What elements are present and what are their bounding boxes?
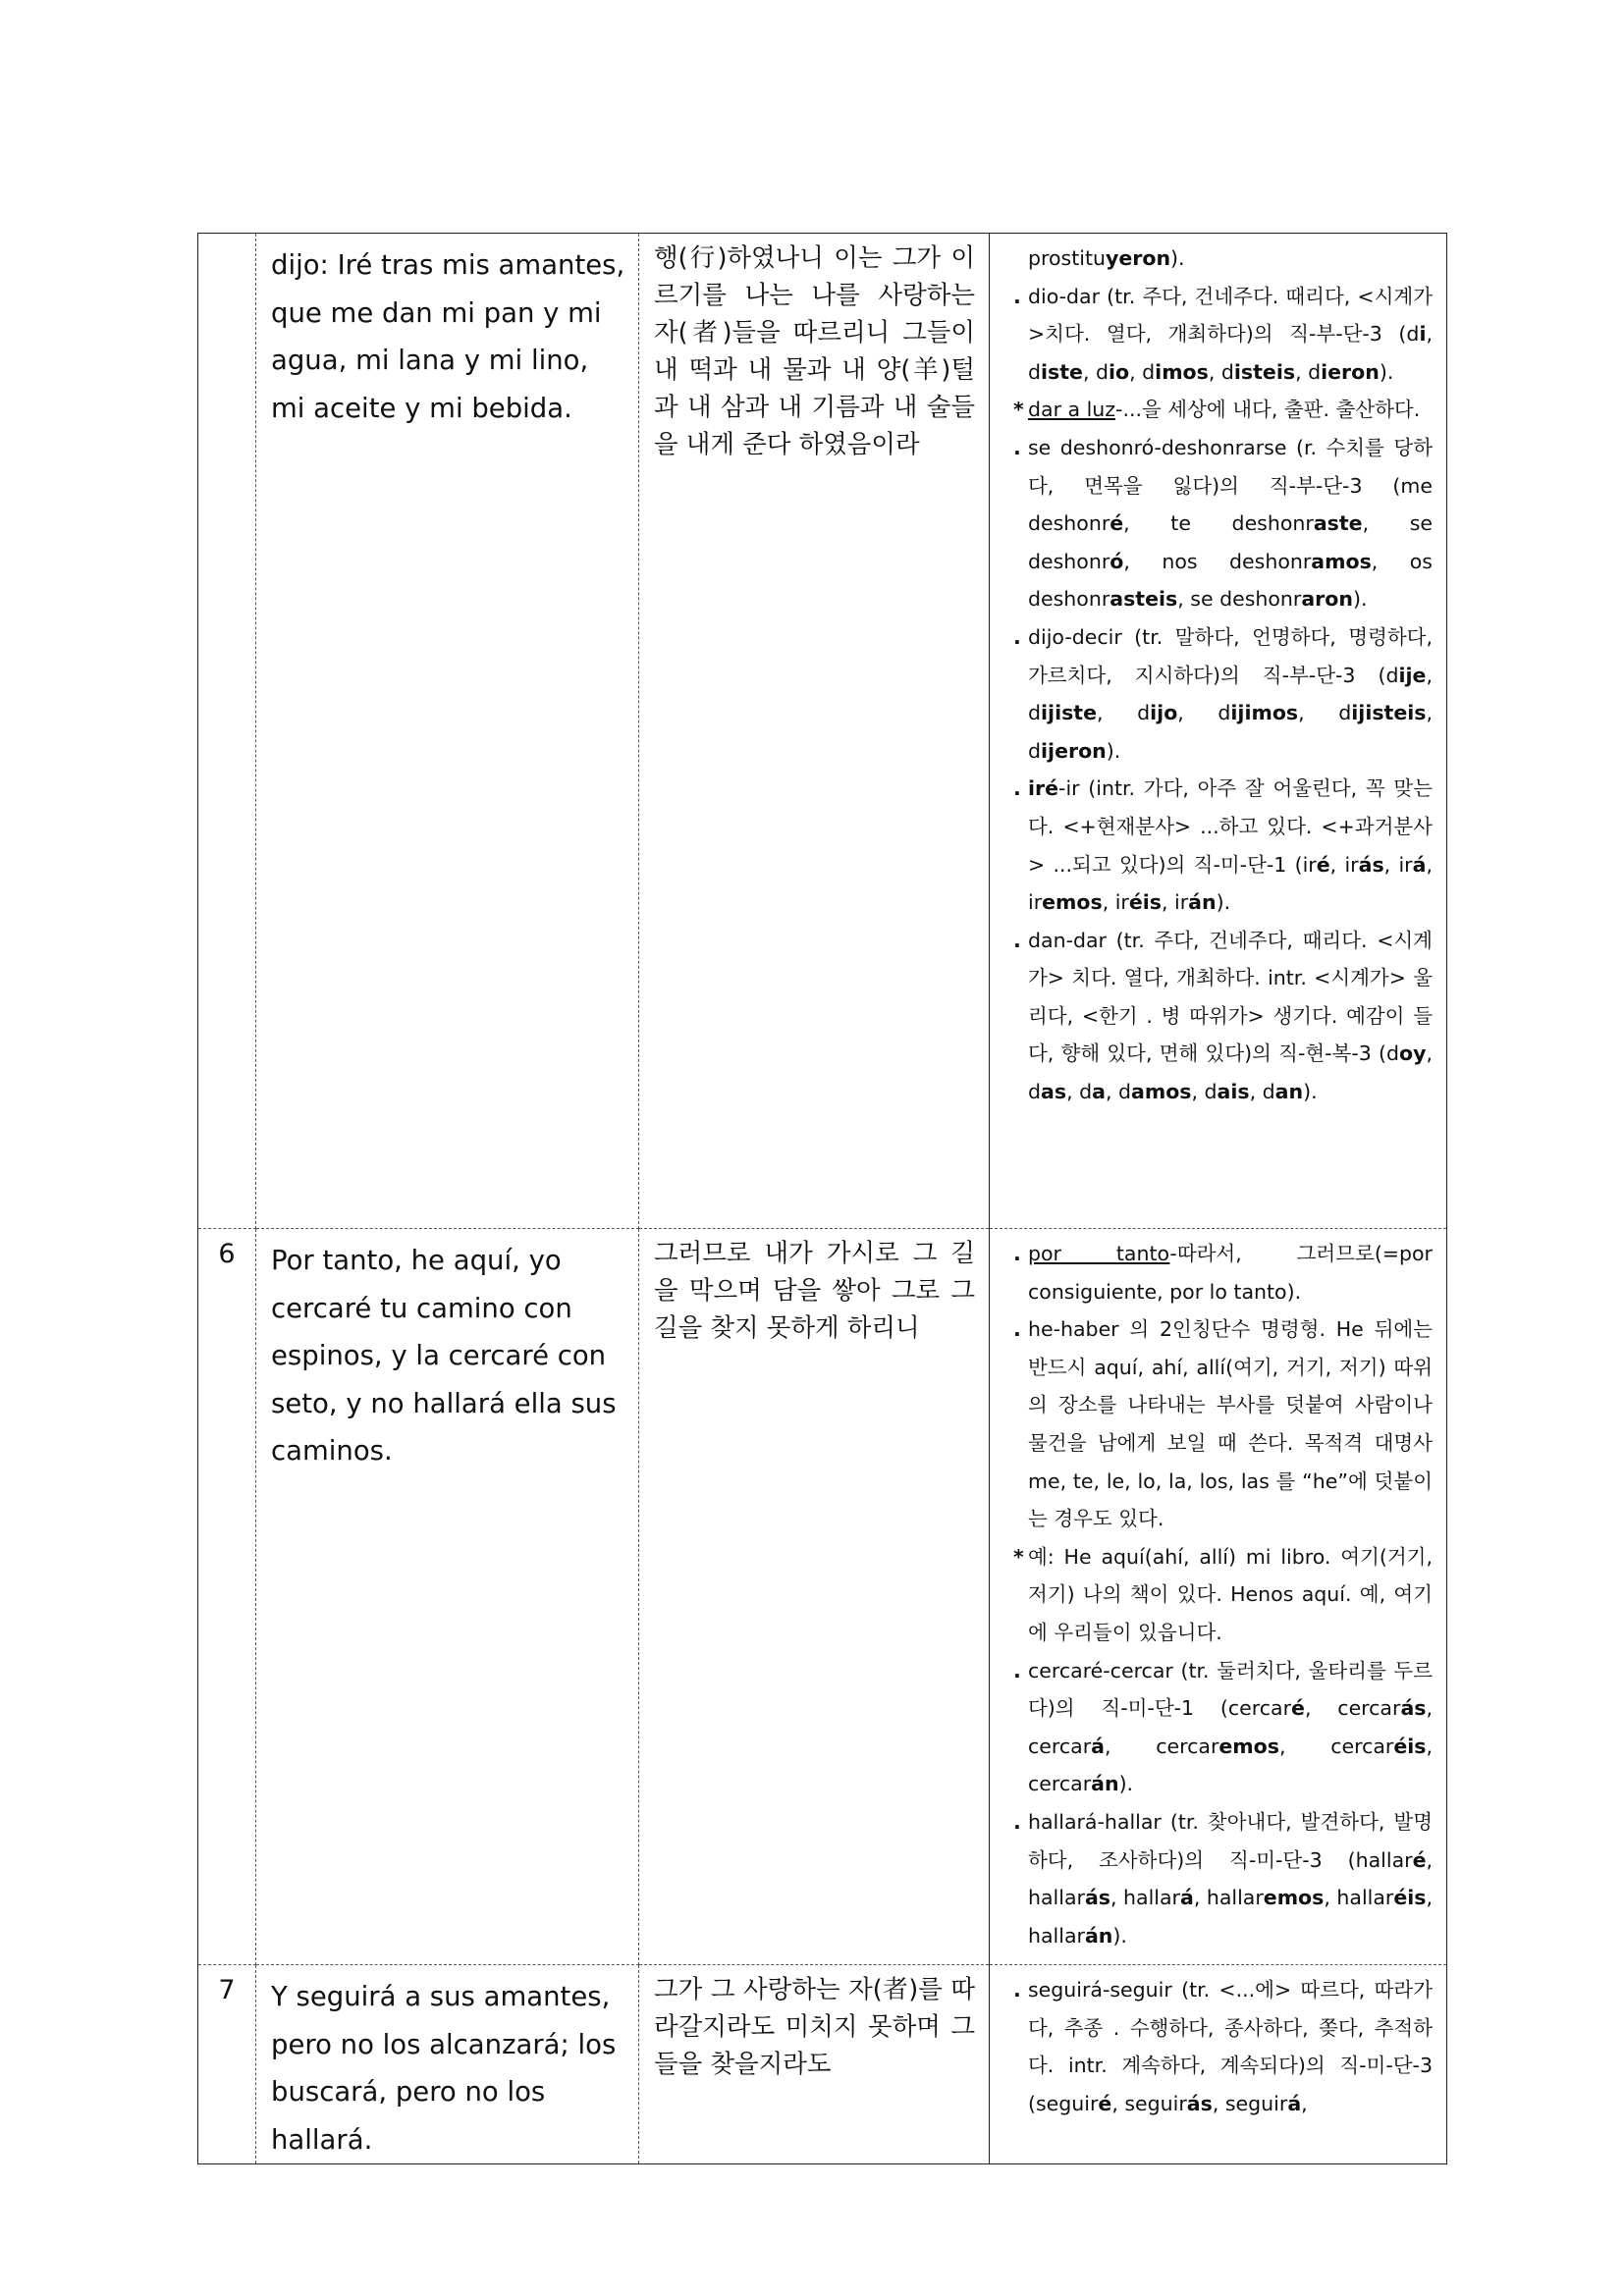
- note-text: , hallar: [1110, 1886, 1180, 1910]
- note-text: se deshonró-deshonrarse (r. 수치를 당하다, 면목을 잃다)의 직-부-단-3 (me deshonr: [1028, 435, 1433, 536]
- conjugation-ending: aron: [1301, 587, 1353, 612]
- note-text: , d: [1066, 1080, 1093, 1104]
- note-text: , d: [1028, 701, 1434, 763]
- note-text: hallará-hallar (tr. 찾아내다, 발견하다, 발명하다, 조사하다)의 직-미-단-3 (hallar: [1028, 1809, 1433, 1872]
- note-text: dan-dar (tr. 주다, 건네주다, 때리다. <시계가> 치다. 열다, 개최하다. intr. <시계가> 울리다, <한기 . 병 따위가> 생기다. 예감이 들다, 향해 있다, 면해 있다)의 직-현-복-3 (d: [1028, 928, 1433, 1066]
- note-text: ,: [1301, 2092, 1308, 2116]
- note-text: , ir: [1028, 852, 1433, 915]
- note-text: , ir: [1162, 890, 1189, 915]
- conjugation-ending: emos: [1263, 1886, 1325, 1910]
- conjugation-ending: emos: [1218, 1734, 1279, 1758]
- conjugation-ending: ijimos: [1230, 701, 1299, 725]
- note-text: -ir (intr. 가다, 아주 잘 어울린다, 꼭 맞는다. <+현재분사> ...하고 있다. <+과거분사> ...되고 있다)의 직-미-단-1 (ir: [1028, 776, 1433, 877]
- note-text: 예: He aquí(ahí, allí) mi libro. 여기(거기, 저기) 나의 책이 있다. Henos aquí. 예, 여기에 우리들이 있읍니다.: [1028, 1544, 1433, 1644]
- note-text: ).: [1303, 1080, 1318, 1104]
- note-marker: .: [1013, 624, 1021, 649]
- note-text: , d: [1298, 701, 1352, 725]
- conjugation-ending: ijeron: [1041, 738, 1107, 763]
- note-text: , hallar: [1028, 1886, 1434, 1948]
- spanish-verse: dijo: Iré tras mis amantes, que me dan mi pan y mi agua, mi lana y mi lino, mi aceite y mi bebida.: [271, 249, 625, 424]
- note-text: , cercar: [1104, 1734, 1219, 1758]
- note-entry: [1001, 278, 1433, 392]
- korean-verse: 그가 그 사랑하는 자(者)를 따라갈지라도 미치지 못하며 그들을 찾을지라도: [654, 1975, 975, 2080]
- note-text: -...을 세상에 내다, 출판. 출산하다.: [1115, 398, 1421, 422]
- conjugation-ending: ás: [1084, 1886, 1110, 1910]
- conjugation-ending: ó: [1110, 549, 1124, 573]
- conjugation-ending: isteis: [1233, 359, 1296, 384]
- conjugation-ending: amos: [1131, 1080, 1192, 1104]
- note-text: -따라서, 그러므로(=por consiguiente, por lo tanto).: [1028, 1242, 1433, 1304]
- grammar-notes: [990, 1229, 1446, 1964]
- note-entry: [1001, 1652, 1433, 1803]
- note-text: , d: [1129, 359, 1156, 384]
- note-text: , d: [1028, 322, 1433, 384]
- table-row: [198, 1965, 1447, 2164]
- note-text: , se deshonr: [1028, 511, 1433, 573]
- conjugation-ending: éis: [1393, 1886, 1427, 1910]
- note-text: dio-dar (tr. 주다, 건네주다. 때리다, <시계가>치다. 열다, 개최하다)의 직-부-단-3 (d: [1028, 284, 1433, 347]
- note-text: , cercar: [1028, 1696, 1434, 1758]
- conjugation-ending: éis: [1128, 890, 1162, 915]
- note-text: ).: [1170, 246, 1185, 270]
- note-text: , ir: [1329, 852, 1359, 877]
- note-text: , d: [1028, 1041, 1433, 1104]
- conjugation-ending: ás: [1400, 1696, 1427, 1721]
- conjugation-ending: án: [1084, 1923, 1113, 1948]
- note-text: he-haber 의 2인칭단수 명령형. He 뒤에는 반드시 aquí, ahí, allí(여기, 거기, 저기) 따위의 장소를 나타내는 부사를 덧붙여 사람이나 물건을 남에게 보일 때 쓴다. 목적격 대명사 me, te, le, lo, la, los, las 를 “he”에 덧붙이는 경우도 있다.: [1028, 1317, 1433, 1531]
- note-marker: *: [1013, 398, 1024, 422]
- conjugation-ending: io: [1109, 359, 1130, 384]
- note-text: , d: [1082, 359, 1109, 384]
- conjugation-ending: ijo: [1150, 701, 1178, 725]
- conjugation-ending: an: [1274, 1080, 1304, 1104]
- conjugation-ending: án: [1091, 1772, 1119, 1796]
- note-marker: .: [1013, 776, 1021, 801]
- note-text: , d: [1249, 1080, 1275, 1104]
- conjugation-ending: ijiste: [1041, 701, 1098, 725]
- conjugation-ending: emos: [1042, 890, 1103, 915]
- note-text: ).: [1118, 1772, 1134, 1796]
- note-marker: .: [1013, 1809, 1021, 1834]
- note-entry: [1001, 240, 1433, 278]
- note-text: , cercar: [1028, 1734, 1434, 1796]
- note-text: , hallar: [1324, 1886, 1394, 1910]
- note-text: ).: [1352, 587, 1368, 612]
- note-entry: [1001, 770, 1433, 921]
- note-text: , d: [1208, 359, 1234, 384]
- note-text: , d: [1177, 701, 1231, 725]
- conjugation-ending: as: [1041, 1080, 1067, 1104]
- note-entry: [1001, 1310, 1433, 1538]
- note-text: ).: [1379, 359, 1394, 384]
- korean-verse: 행(行)하였나니 이는 그가 이르기를 나는 나를 사랑하는 자(者)들을 따르리니 그들이 내 떡과 내 물과 내 양(羊)털과 내 삼과 내 기름과 내 술들을 내게 준다 하였음이라: [654, 243, 975, 459]
- note-entry: [1001, 391, 1433, 429]
- conjugation-ending: ais: [1217, 1080, 1250, 1104]
- conjugation-ending: ás: [1186, 2092, 1213, 2116]
- note-entry: [1001, 1538, 1433, 1652]
- conjugation-ending: á: [1412, 852, 1427, 877]
- note-entry: [1001, 1803, 1433, 1954]
- note-text: , se deshonr: [1177, 587, 1302, 612]
- note-text: , d: [1028, 663, 1433, 725]
- note-text: , te deshonr: [1123, 511, 1314, 536]
- verse-number: [198, 234, 256, 1229]
- spanish-verse: Y seguirá a sus amantes, pero no los alcanzará; los buscará, pero no los hallará.: [271, 1981, 617, 2156]
- note-marker: .: [1013, 928, 1021, 952]
- note-marker: .: [1013, 435, 1021, 459]
- note-text: , ir: [1102, 890, 1129, 915]
- note-entry: [1001, 1235, 1433, 1310]
- verse-number: 7: [198, 1965, 256, 2164]
- note-marker: .: [1013, 1242, 1021, 1265]
- conjugation-ending: iré: [1028, 776, 1059, 801]
- conjugation-ending: é: [1316, 852, 1330, 877]
- table-row: [198, 234, 1447, 1229]
- conjugation-ending: imos: [1155, 359, 1209, 384]
- note-entry: [1001, 429, 1433, 618]
- conjugation-ending: amos: [1311, 549, 1372, 573]
- conjugation-ending: é: [1291, 1696, 1305, 1721]
- note-text: , nos deshonr: [1123, 549, 1312, 573]
- note-text: , seguir: [1111, 2092, 1187, 2116]
- note-marker: .: [1013, 284, 1021, 308]
- note-text: ).: [1112, 1923, 1127, 1948]
- conjugation-ending: iste: [1041, 359, 1083, 384]
- conjugation-ending: án: [1188, 890, 1217, 915]
- note-text: ).: [1216, 890, 1231, 915]
- note-text: , d: [1191, 1080, 1218, 1104]
- conjugation-ending: yeron: [1105, 246, 1171, 270]
- note-text: seguirá-seguir (tr. <...에> 따르다, 따라가다, 추종 . 수행하다, 종사하다, 쫒다, 추적하다. intr. 계속하다, 계속되다)의 직-미-단-3 (seguir: [1028, 1978, 1433, 2116]
- korean-verse: 그러므로 내가 가시로 그 길을 막으며 담을 쌓아 그로 그 길을 찾지 못하게 하리니: [654, 1239, 975, 1343]
- idiom-phrase: por tanto: [1028, 1242, 1170, 1265]
- note-entry: [1001, 618, 1433, 770]
- note-marker: .: [1013, 1658, 1021, 1682]
- conjugation-ending: i: [1419, 322, 1427, 347]
- lexicon-table: [197, 233, 1447, 2164]
- note-text: , cercar: [1304, 1696, 1401, 1721]
- grammar-notes: [990, 234, 1446, 1121]
- conjugation-ending: oy: [1399, 1041, 1427, 1066]
- note-text: , d: [1295, 359, 1322, 384]
- conjugation-ending: á: [1091, 1734, 1105, 1758]
- note-text: , hallar: [1028, 1847, 1433, 1910]
- note-text: , d: [1097, 701, 1151, 725]
- conjugation-ending: é: [1098, 2092, 1112, 2116]
- spanish-verse: Por tanto, he aquí, yo cercaré tu camino con espinos, y la cercaré con seto, y no hallará ella sus caminos.: [271, 1245, 617, 1467]
- note-marker: *: [1013, 1544, 1024, 1569]
- note-text: cercaré-cercar (tr. 둘러치다, 울타리를 두르다)의 직-미-단-1 (cercar: [1028, 1658, 1433, 1721]
- note-text: , os deshonr: [1028, 549, 1433, 612]
- note-text: dijo-decir (tr. 말하다, 언명하다, 명령하다, 가르치다, 지시하다)의 직-부-단-3 (d: [1028, 624, 1433, 687]
- note-text: , d: [1105, 1080, 1131, 1104]
- conjugation-ending: ije: [1398, 663, 1427, 687]
- conjugation-ending: asteis: [1110, 587, 1178, 612]
- conjugation-ending: ás: [1358, 852, 1384, 877]
- note-text: prostitu: [1028, 246, 1106, 270]
- note-text: , hallar: [1193, 1886, 1264, 1910]
- note-text: , seguir: [1212, 2092, 1288, 2116]
- note-text: ).: [1106, 738, 1121, 763]
- verse-number: 6: [198, 1229, 256, 1965]
- note-text: , ir: [1383, 852, 1413, 877]
- conjugation-ending: ieron: [1321, 359, 1380, 384]
- conjugation-ending: á: [1287, 2092, 1302, 2116]
- note-marker: .: [1013, 1978, 1021, 2002]
- conjugation-ending: ijisteis: [1351, 701, 1427, 725]
- conjugation-ending: aste: [1313, 511, 1363, 536]
- note-text: , cercar: [1278, 1734, 1394, 1758]
- note-marker: .: [1013, 1317, 1021, 1342]
- conjugation-ending: éis: [1393, 1734, 1427, 1758]
- conjugation-ending: é: [1110, 511, 1124, 536]
- table-row: [198, 1229, 1447, 1965]
- conjugation-ending: á: [1179, 1886, 1194, 1910]
- conjugation-ending: é: [1412, 1847, 1427, 1872]
- note-entry: [1001, 922, 1433, 1111]
- grammar-notes: [990, 1965, 1446, 2132]
- idiom-phrase: dar a luz: [1028, 398, 1116, 422]
- note-entry: [1001, 1971, 1433, 2122]
- conjugation-ending: a: [1092, 1080, 1106, 1104]
